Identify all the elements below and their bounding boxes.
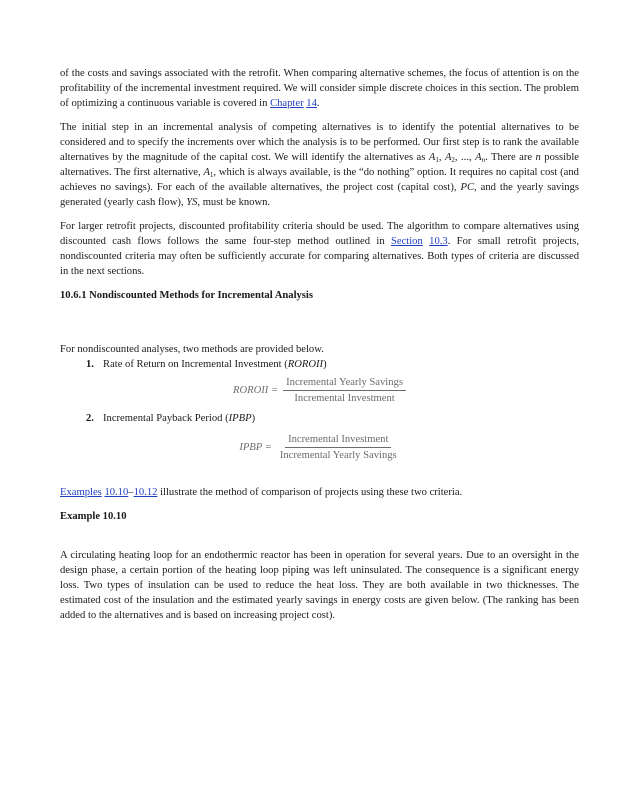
method-item: 2. Incremental Payback Period (IPBP): [86, 413, 256, 424]
formula-numerator: Incremental Yearly Savings: [283, 376, 406, 391]
list-number: 2.: [86, 413, 94, 424]
retrofit-paragraph: For larger retrofit projects, discounted profitability criteria should be used. The algorithm to compare alternatives using discounted cash flows follows the same four-step method outlined in Section 10.3. For small retrofit projects, nondiscounted criteria may often be sufficiently accurate for comparing alternatives. Both types of criteria are discussed in the next sections.: [60, 221, 579, 277]
example-paragraph: A circulating heating loop for an endothermic reactor has been in operation for several years. Due to an oversight in the design phase, a certain portion of the heating loop piping was left uninsulated. The consequence is a significant energy loss. Two types of insulation can be used to reduce the heat loss. They are both available in two thicknesses. The estimated cost of the insulation and the estimated yearly savings in energy costs are given below. (The ranking has been added to the alternatives and is based on increasing project cost).: [60, 550, 579, 621]
incremental-step-paragraph: The initial step in an incremental analysis of competing alternatives is to identify the potential alternatives to be considered and to specify the increments over which the analysis is to be performed. Our first step is to rank the available alternatives by the magnitude of the capital cost. We will identify the alternatives as $A_1$, $A_2$, ..., $A_n$. There are n possible alternatives. The first alternative, $A_1$, which is always available, is the “do nothing” option. It requires no capital cost (and achieves no savings). For each of the available alternatives, the project cost (capital cost), PC, and the yearly savings generated (yearly cash flow), YS, must be known.: [60, 122, 579, 208]
intro-paragraph: of the costs and savings associated with the retrofit. When comparing alternative schemes, the focus of attention is on the profitability of the incremental investment required. We will consider simple discrete choices in this section. The problem of optimizing a continuous variable is covered in Chapter 14.: [60, 68, 579, 109]
formula-lhs: ROROII =: [233, 385, 279, 396]
section-10-3-link[interactable]: 10.3: [429, 236, 448, 247]
methods-list: [60, 357, 579, 372]
ipbp-formula: [60, 433, 579, 462]
chapter-14-link[interactable]: 14: [306, 98, 317, 109]
methods-list: [60, 411, 579, 426]
formula-fraction: [277, 433, 400, 462]
formula-denominator: Incremental Investment: [294, 393, 395, 404]
formula-denominator: Incremental Yearly Savings: [279, 450, 397, 461]
formula-lhs: IPBP =: [239, 442, 272, 453]
list-number: 1.: [86, 359, 94, 370]
example-10-10-link[interactable]: 10.10: [104, 487, 129, 498]
page-content: [60, 66, 579, 623]
roroii-formula: [60, 376, 579, 405]
example-10-12-link[interactable]: 10.12: [133, 487, 158, 498]
methods-intro: For nondiscounted analyses, two methods are provided below.: [60, 344, 324, 355]
example-heading: Example 10.10: [60, 511, 127, 522]
examples-reference: Examples 10.10–10.12 illustrate the method of comparison of projects using these two criteria.: [60, 487, 463, 498]
examples-link[interactable]: Examples: [60, 487, 102, 498]
section-link[interactable]: Section: [391, 236, 423, 247]
formula-fraction: [283, 376, 406, 405]
spacer: [60, 303, 579, 342]
chapter-link[interactable]: Chapter: [270, 98, 304, 109]
method-item: 1. Rate of Return on Incremental Investment (ROROII): [86, 359, 327, 370]
section-heading: 10.6.1 Nondiscounted Methods for Incremental Analysis: [60, 290, 313, 301]
spacer: [60, 524, 579, 548]
formula-numerator: Incremental Investment: [285, 433, 391, 448]
